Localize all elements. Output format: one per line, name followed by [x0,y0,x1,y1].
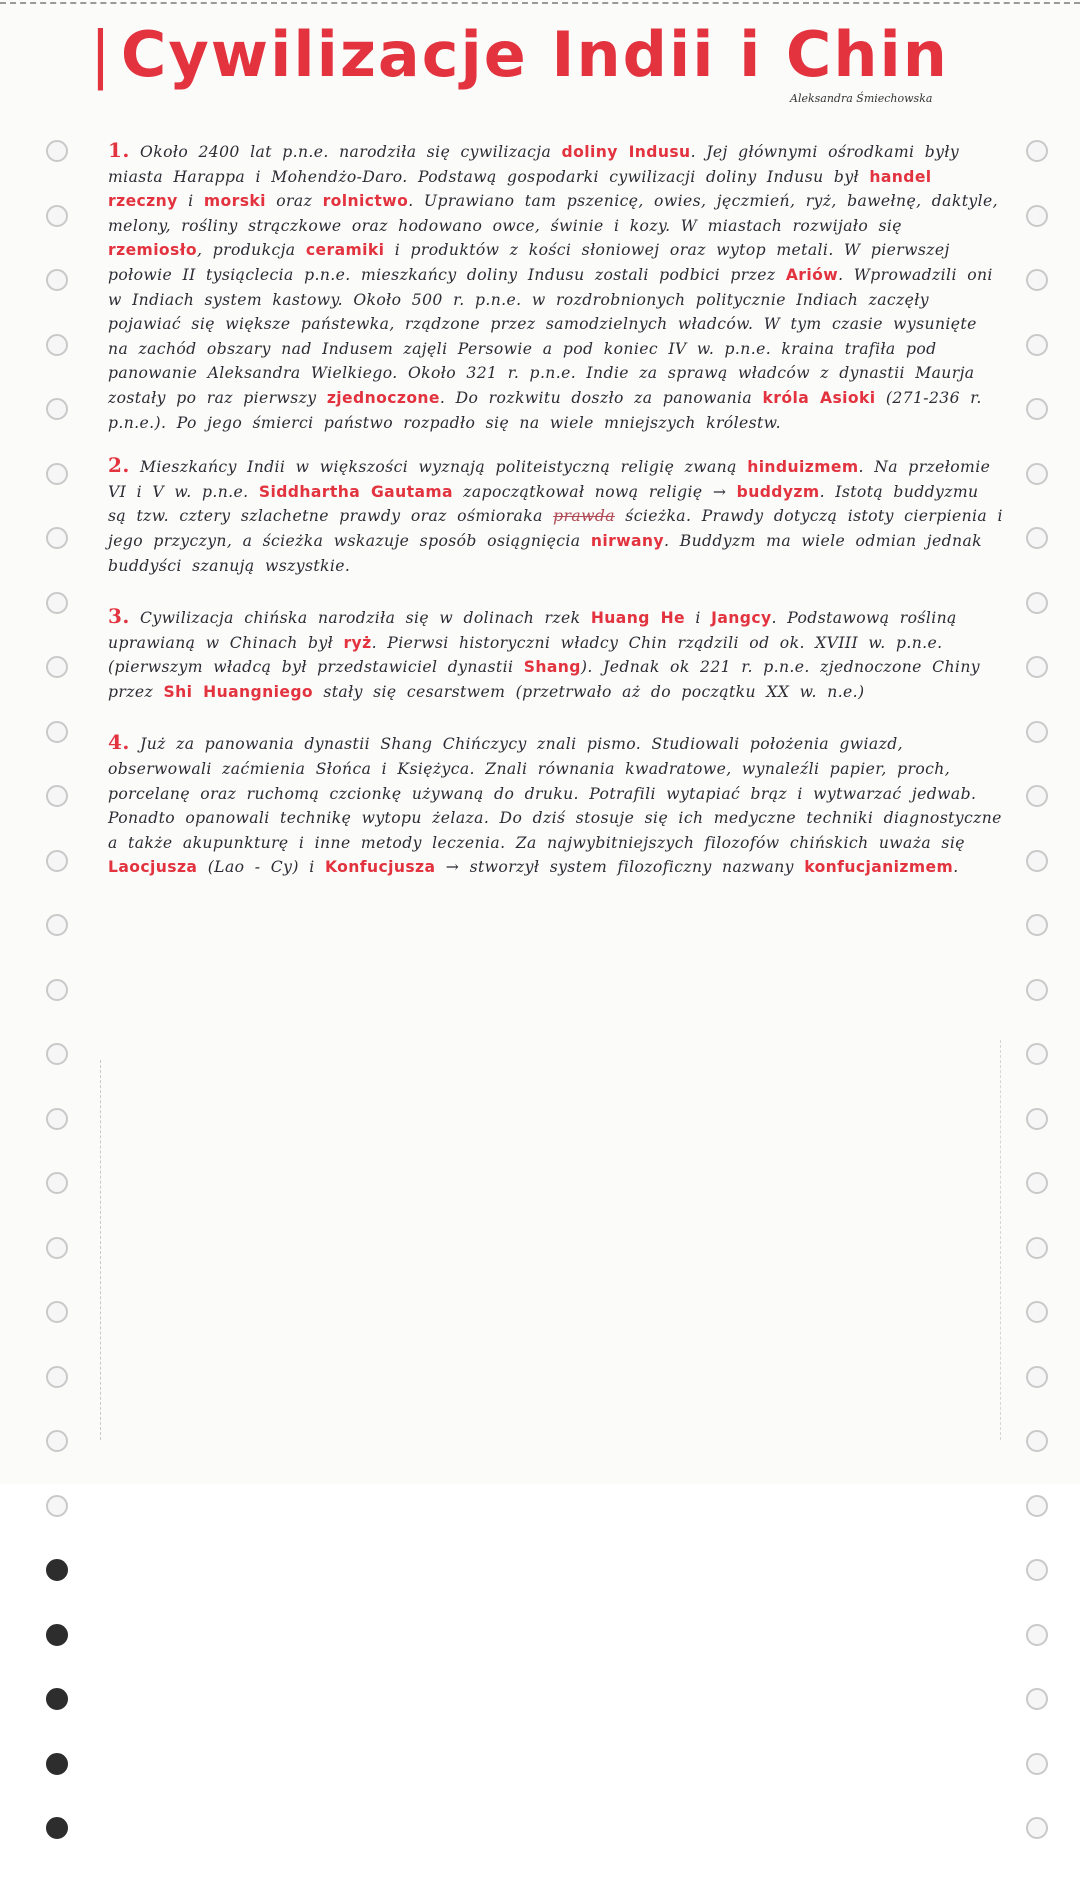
highlight: nirwany [590,531,664,550]
highlight: Jangcy [711,609,772,628]
section-2: 2. Mieszkańcy Indii w większości wyznają politeistyczną religię zwaną hinduizmem. Na przełomie VI i V w. p.n.e. Siddhartha Gautama zapoczątkował nową religię → buddyzm. Istotą buddyzmu są tzw. cztery szlachetne prawdy oraz ośmioraka prawda ścieżka. Prawdy dotyczą istoty cierpienia i jego przyczyn, a ścieżka wskazuje sposób osiągnięcia nirwany. Buddyzm ma wiele odmian jednak buddyści szanują wszystkie. [108,453,1003,575]
section-number: 4. [108,730,130,755]
highlight: rzemiosło [108,241,198,260]
perforation-edge [0,2,1080,4]
highlight: buddyzm [736,482,820,501]
highlight: ryż [343,633,372,652]
section-number: 1. [108,138,130,162]
section-3: 3. Cywilizacja chińska narodziła się w dolinach rzek Huang He i Jangcy. Podstawową rośliną uprawianą w Chinach był ryż. Pierwsi historyczni władcy Chin rządzili od ok. XVIII w. p.n.e. (pierwszym władcą był przedstawiciel dynastii Shang). Jednak ok 221 r. p.n.e. zjednoczone Chiny przez Shi Huangniego stały się cesarstwem (przetrwało aż do początku XX w. n.e.) [108,604,980,701]
notes-body [108,132,1003,880]
highlight: doliny Indusu [561,143,691,161]
margin-line [100,1060,101,1440]
highlight: zjednoczone [326,388,440,407]
highlight: Konfucjusza [324,858,436,877]
section-number: 3. [108,604,130,629]
title-text: Cywilizacje Indii i Chin [120,18,949,91]
author-signature: Aleksandra Śmiechowska [790,92,933,105]
highlight: Ariów [785,265,839,284]
highlight: ceramiki [305,241,385,260]
highlight: Laocjusza [108,858,198,877]
section-1: 1. Około 2400 lat p.n.e. narodziła się cywilizacja doliny Indusu. Jej głównymi ośrodkami były miasta Harappa i Mohendżo-Daro. Podstawą gospodarki cywilizacji doliny Indusu był handel rzeczny i morski oraz rolnictwo. Uprawiano tam pszenicę, owies, jęczmień, ryż, bawełnę, daktyle, melony, rośliny strączkowe oraz hodowano owce, świnie i kozy. W miastach rozwijało się rzemiosło, produkcja ceramiki i produktów z kości słoniowej oraz wytop metali. W pierwszej połowie II tysiąclecia p.n.e. mieszkańcy doliny Indusu zostali podbici przez Ariów. Wprowadzili oni w Indiach system kastowy. Około 500 r. p.n.e. w rozdrobnionych politycznie Indiach zaczęły pojawiać się większe państewka, rządzone przez samodzielnych władców. W tym czasie wysunięte na zachód obszary nad Indusem zajęli Persowie a pod koniec IV w. p.n.e. kraina trafiła pod panowanie Aleksandra Wielkiego. Około 321 r. p.n.e. Indie za sprawą władców z dynastii Maurja zostały po raz pierwszy zjednoczone. Do rozkwitu doszło za panowania króla Asioki (271-236 r. p.n.e.). Po jego śmierci państwo rozpadło się na wiele mniejszych królestw. [108,138,998,432]
highlight: Shang [523,658,581,677]
title-bar: | [90,18,113,91]
highlight: morski [203,192,266,211]
highlight: handel rzeczny [108,167,932,211]
binder-holes-left [46,140,70,1882]
highlight: hinduizmem [747,458,859,477]
crossed-out-word: prawda [553,507,615,526]
binder-holes-right [1026,140,1050,1882]
section-number: 2. [108,453,130,478]
highlight: Siddhartha Gautama [258,482,453,501]
highlight: króla Asioki [762,388,876,407]
highlight: Huang He [590,609,686,628]
page-title [90,18,1020,91]
highlight: konfucjanizmem [804,858,954,877]
section-4: 4. Już za panowania dynastii Shang Chińczycy znali pismo. Studiowali położenia gwiazd, obserwowali zaćmienia Słońca i Księżyca. Znali równania kwadratowe, wynaleźli papier, proch, porcelanę oraz ruchomą czcionkę używaną do druku. Potrafili wytapiać brąz i wytwarzać jedwab. Ponadto opanowali technikę wytopu żelaza. Do dziś stosuje się ich medyczne techniki diagnostyczne a także akupunkturę i inne metody leczenia. Za najwybitniejszych filozofów chińskich uważa się Laocjusza (Lao - Cy) i Konfucjusza → stworzył system filozoficzny nazwany konfucjanizmem. [108,730,1002,877]
highlight: Shi Huangniego [163,682,313,701]
highlight: rolnictwo [322,192,409,211]
margin-line [1000,1040,1001,1440]
